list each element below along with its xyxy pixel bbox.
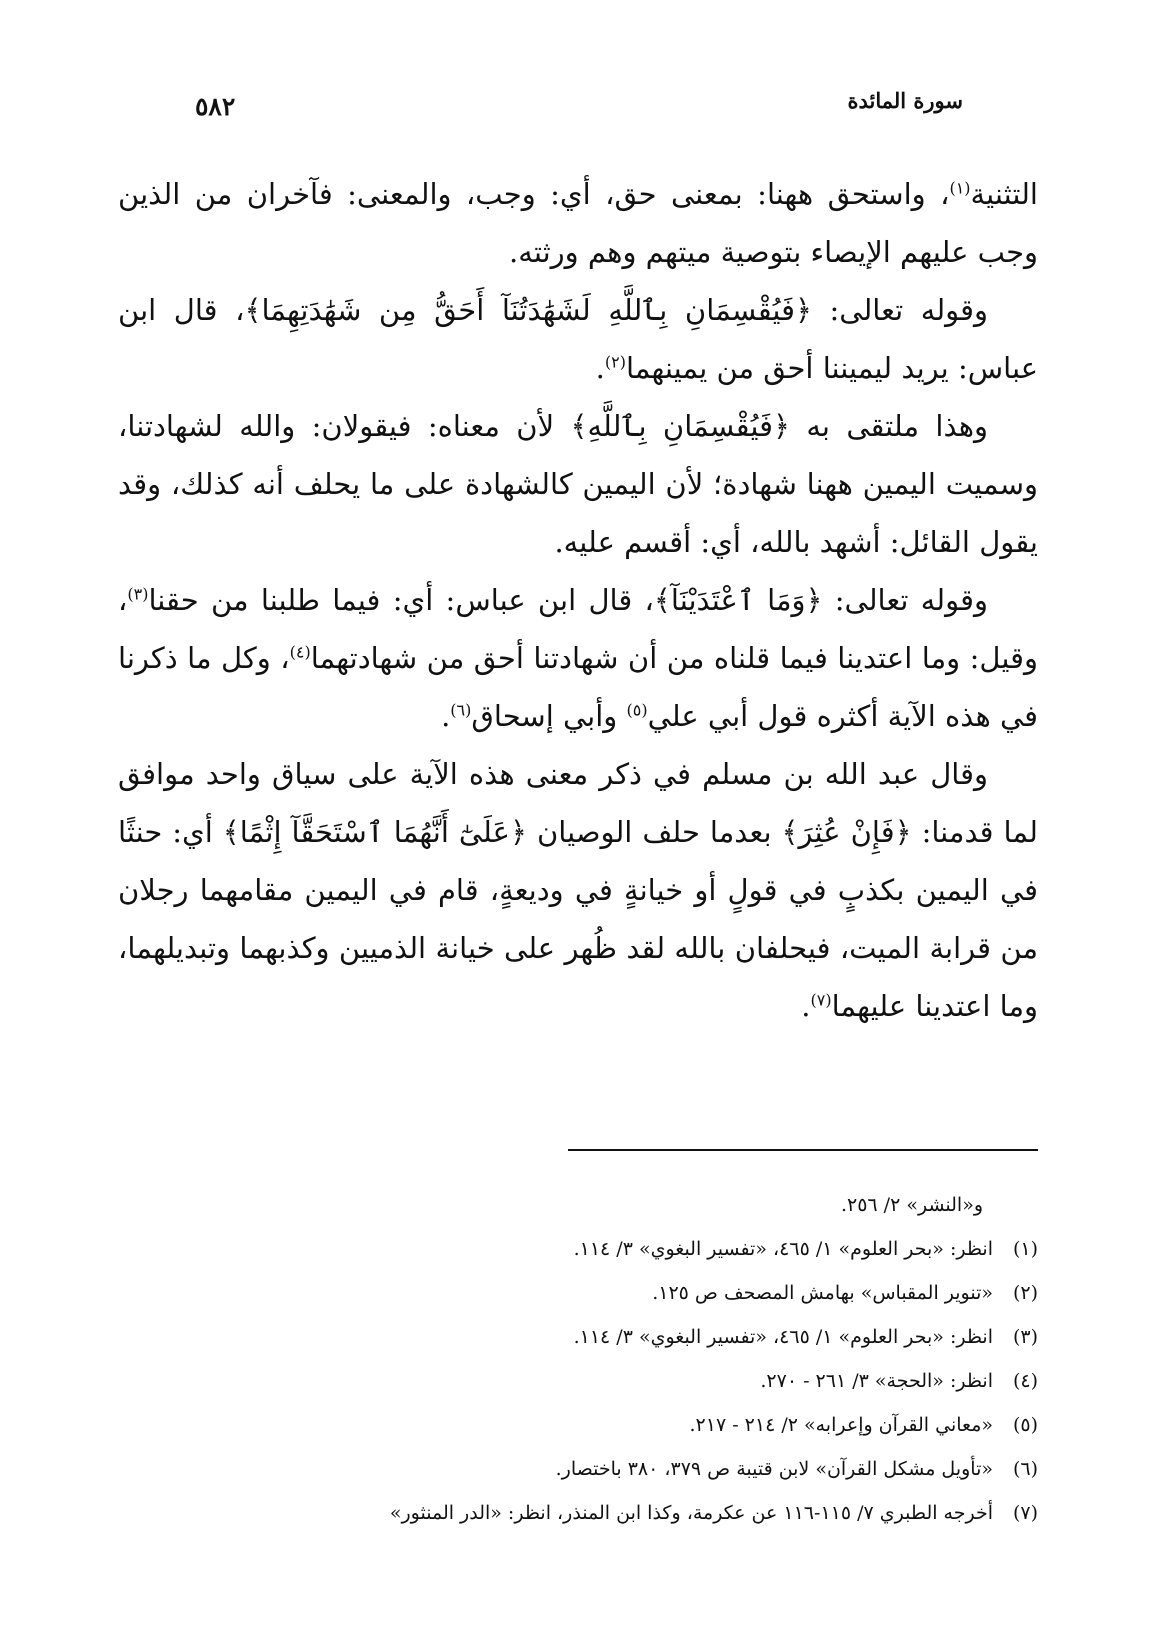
- footnote-number: (٧): [1012, 1502, 1038, 1524]
- footnote-3: [118, 1315, 1038, 1359]
- footnote-ref-5[interactable]: (٥): [626, 700, 648, 720]
- surah-title: سورة المائدة: [847, 88, 963, 113]
- footnote-number: (٣): [1012, 1326, 1038, 1348]
- page-number: ٥٨٢: [195, 92, 236, 121]
- footnote-number: (٢): [1012, 1282, 1038, 1304]
- footnote-text: «تأويل مشكل القرآن» لابن قتيبة ص ٣٧٩، ٣٨٠ باختصار.: [555, 1458, 993, 1480]
- footnote-4: [118, 1359, 1038, 1403]
- footnote-text: «تنوير المقباس» بهامش المصحف ص ١٢٥.: [652, 1282, 993, 1304]
- paragraph-5: وقال عبد الله بن مسلم في ذكر معنى هذه الآية على سياق واحد موافق لما قدمنا: ﴿فَإِنْ عُثِرَ﴾ بعدما حلف الوصيان ﴿عَلَىٰٓ أَنَّهُمَا ٱسْتَحَقَّآ إِثْمًا﴾ أي: حنثًا في اليمين بكذبٍ في قولٍ أو خيانةٍ في وديعةٍ، قام في اليمين مقامهما رجلان من قرابة الميت، فيحلفان بالله لقد ظُهر على خيانة الذميين وكذبهما وتبديلهما، وما اعتدينا عليهما$^{(٧)}$.: [118, 757, 1038, 1023]
- footnote-text: أخرجه الطبري ٧/ ١١٥-١١٦ عن عكرمة، وكذا ابن المنذر، انظر: «الدر المنثور»: [389, 1502, 993, 1524]
- footnote-ref-2[interactable]: (٢): [604, 352, 626, 372]
- footnote-2: [118, 1271, 1038, 1315]
- footnote-ref-6[interactable]: (٦): [450, 700, 472, 720]
- footnote-text: انظر: «بحر العلوم» ١/ ٤٦٥، «تفسير البغوي» ٣/ ١١٤.: [573, 1238, 993, 1260]
- paragraph-1: التثنية$^{(١)}$، واستحق ههنا: بمعنى حق، أي: وجب، والمعنى: فآخران من الذين وجب عليهم الإيصاء بتوصية ميتهم وهم ورثته.: [118, 177, 1038, 269]
- footnote-7: [118, 1491, 1038, 1535]
- footnote-continuation: و«النشر» ٢/ ٢٥٦.: [840, 1194, 983, 1216]
- main-text: [118, 165, 1038, 1035]
- footnote-number: (١): [1012, 1238, 1038, 1260]
- paragraph-3: وهذا ملتقى به ﴿فَيُقْسِمَانِ بِٱللَّهِ﴾ لأن معناه: فيقولان: والله لشهادتنا، وسميت اليمين ههنا شهادة؛ لأن اليمين كالشهادة على ما يحلف أنه كذلك، وقد يقول القائل: أشهد بالله، أي: أقسم عليه.: [118, 409, 1038, 559]
- footnote-ref-1[interactable]: (١): [949, 178, 971, 198]
- footnotes: [118, 1183, 1038, 1535]
- footnote-6: [118, 1447, 1038, 1491]
- footnote-text: انظر: «بحر العلوم» ١/ ٤٦٥، «تفسير البغوي» ٣/ ١١٤.: [573, 1326, 993, 1348]
- paragraph-4: وقوله تعالى: ﴿وَمَا ٱعْتَدَيْنَآ﴾، قال ابن عباس: أي: فيما طلبنا من حقنا$^{(٣)}$، وقيل: وما اعتدينا فيما قلناه من أن شهادتنا أحق من شهادتهما$^{(٤)}$، وكل ما ذكرنا في هذه الآية أكثره قول أبي علي$^{(٥)}$ وأبي إسحاق$^{(٦)}$.: [118, 583, 1038, 733]
- page-header: [195, 88, 963, 128]
- footnote-5: [118, 1403, 1038, 1447]
- footnote-number: (٥): [1012, 1414, 1038, 1436]
- footnote-ref-3[interactable]: (٣): [127, 584, 149, 604]
- footnote-text: «معاني القرآن وإعرابه» ٢/ ٢١٤ - ٢١٧.: [689, 1414, 993, 1436]
- footnote-ref-4[interactable]: (٤): [289, 642, 311, 662]
- paragraph-2: وقوله تعالى: ﴿فَيُقْسِمَانِ بِٱللَّهِ لَشَهَٰدَتُنَآ أَحَقُّ مِن شَهَٰدَتِهِمَا﴾، قال ابن عباس: يريد ليميننا أحق من يمينهما$^{(٢)}$.: [118, 293, 1038, 385]
- footnote-ref-7[interactable]: (٧): [810, 990, 832, 1010]
- footnote-divider: [568, 1149, 1038, 1151]
- footnote-1: [118, 1227, 1038, 1271]
- footnote-text: انظر: «الحجة» ٣/ ٢٦١ - ٢٧٠.: [760, 1370, 993, 1392]
- footnote-number: (٦): [1012, 1458, 1038, 1480]
- footnote-number: (٤): [1012, 1370, 1038, 1392]
